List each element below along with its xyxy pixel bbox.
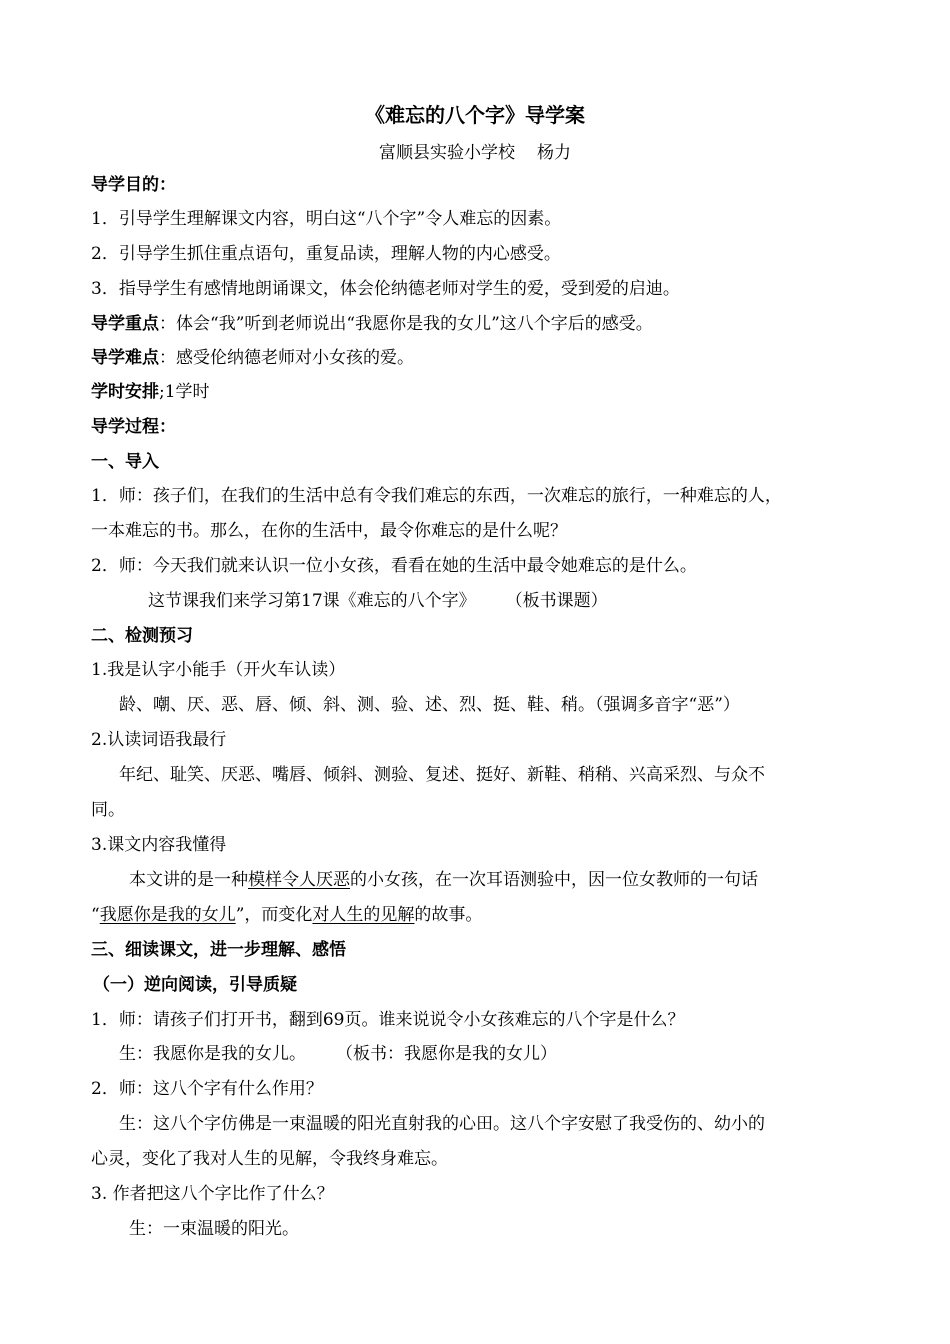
difficulty-label: 导学难点 [91, 348, 159, 368]
section3-a1-note: （板书：我愿你是我的女儿） [336, 1044, 557, 1064]
goals-heading: 导学目的： [91, 175, 176, 195]
section3-subheading: （一）逆向阅读，引导质疑 [93, 975, 297, 995]
summary-text-b: 的小女孩，在一次耳语测验中，因一位女教师的一句话 [350, 870, 758, 890]
section2-summary-line2 [91, 904, 871, 926]
section2-sub1: 1.我是认字小能手（开火车认读） [91, 660, 346, 680]
summary-underline-3: 对人生的见解 [312, 905, 415, 925]
section3-a1-main: 生：我愿你是我的女儿。 [119, 1044, 306, 1064]
section2-chars: 龄、嘲、厌、恶、唇、倾、斜、测、验、述、烈、挺、鞋、稍。（强调多音字“恶”） [119, 695, 740, 715]
goal-item-3: 3．指导学生有感情地朗诵课文，体会伦纳德老师对学生的爱，受到爱的启迪。 [91, 279, 680, 299]
section1-p3-note: （板书课题） [505, 591, 608, 611]
section1-p1-line2: 一本难忘的书。那么，在你的生活中，最令你难忘的是什么呢？ [91, 521, 567, 541]
key-point [91, 313, 871, 335]
section3-a1 [119, 1043, 899, 1065]
section3-q2: 2．师：这八个字有什么作用？ [91, 1079, 323, 1099]
summary-underline-1: 模样令人厌恶 [248, 870, 350, 890]
section3-q3: 3. 作者把这八个字比作了什么？ [91, 1184, 334, 1204]
goal-item-1: 1．引导学生理解课文内容，明白这“八个字”令人难忘的因素。 [91, 209, 562, 229]
schedule [91, 381, 871, 403]
process-heading: 导学过程： [91, 417, 176, 437]
section1-p3-main: 这节课我们来学习第17课《难忘的八个字》 [148, 591, 476, 611]
section1-p2: 2．师：今天我们就来认识一位小女孩，看看在她的生活中最令她难忘的是什么。 [91, 556, 697, 576]
schedule-text: ;1学时 [159, 382, 210, 402]
summary-text-a: 本文讲的是一种 [129, 870, 248, 890]
summary-text-d: ”，而变化 [235, 905, 313, 925]
summary-underline-2: 我愿你是我的女儿 [99, 905, 236, 925]
section2-sub3: 3.课文内容我懂得 [91, 835, 227, 855]
section2-heading: 二、检测预习 [91, 626, 193, 646]
summary-text-e: 的故事。 [414, 905, 483, 925]
goal-item-2: 2．引导学生抓住重点语句，重复品读，理解人物的内心感受。 [91, 244, 561, 264]
key-point-label: 导学重点 [91, 314, 159, 334]
section1-p1-line1: 1．师：孩子们，在我们的生活中总有令我们难忘的东西，一次难忘的旅行，一种难忘的人， [91, 486, 782, 506]
difficulty-text: ：感受伦纳德老师对小女孩的爱。 [159, 348, 414, 368]
document-title: 《难忘的八个字》导学案 [365, 103, 585, 127]
section2-summary-line1 [129, 869, 909, 891]
section3-a2-line1: 生：这八个字仿佛是一束温暖的阳光直射我的心田。这八个字安慰了我受伤的、幼小的 [119, 1114, 765, 1134]
section2-sub2: 2.认读词语我最行 [91, 730, 227, 750]
author-name: 杨力 [537, 143, 571, 163]
section3-heading: 三、细读课文，进一步理解、感悟 [91, 940, 346, 960]
summary-text-c: “ [91, 905, 100, 925]
author-line [0, 138, 950, 163]
section3-a3: 生：一束温暖的阳光。 [129, 1219, 299, 1239]
section3-a2-line2: 心灵，变化了我对人生的见解，令我终身难忘。 [91, 1149, 448, 1169]
section3-q1: 1．师：请孩子们打开书，翻到69页。谁来说说令小女孩难忘的八个字是什么？ [91, 1010, 685, 1030]
school-name: 富顺县实验小学校 [379, 143, 515, 163]
section2-words-line2: 同。 [91, 800, 125, 820]
section1-p3 [148, 590, 928, 612]
section2-words-line1: 年纪、耻笑、厌恶、嘴唇、倾斜、测验、复述、挺好、新鞋、稍稍、兴高采烈、与众不 [119, 765, 765, 785]
key-point-text: ：体会“我”听到老师说出“我愿你是我的女儿”这八个字后的感受。 [159, 314, 653, 334]
difficulty [91, 347, 871, 369]
section1-heading: 一、导入 [91, 452, 159, 472]
schedule-label: 学时安排 [91, 382, 159, 402]
